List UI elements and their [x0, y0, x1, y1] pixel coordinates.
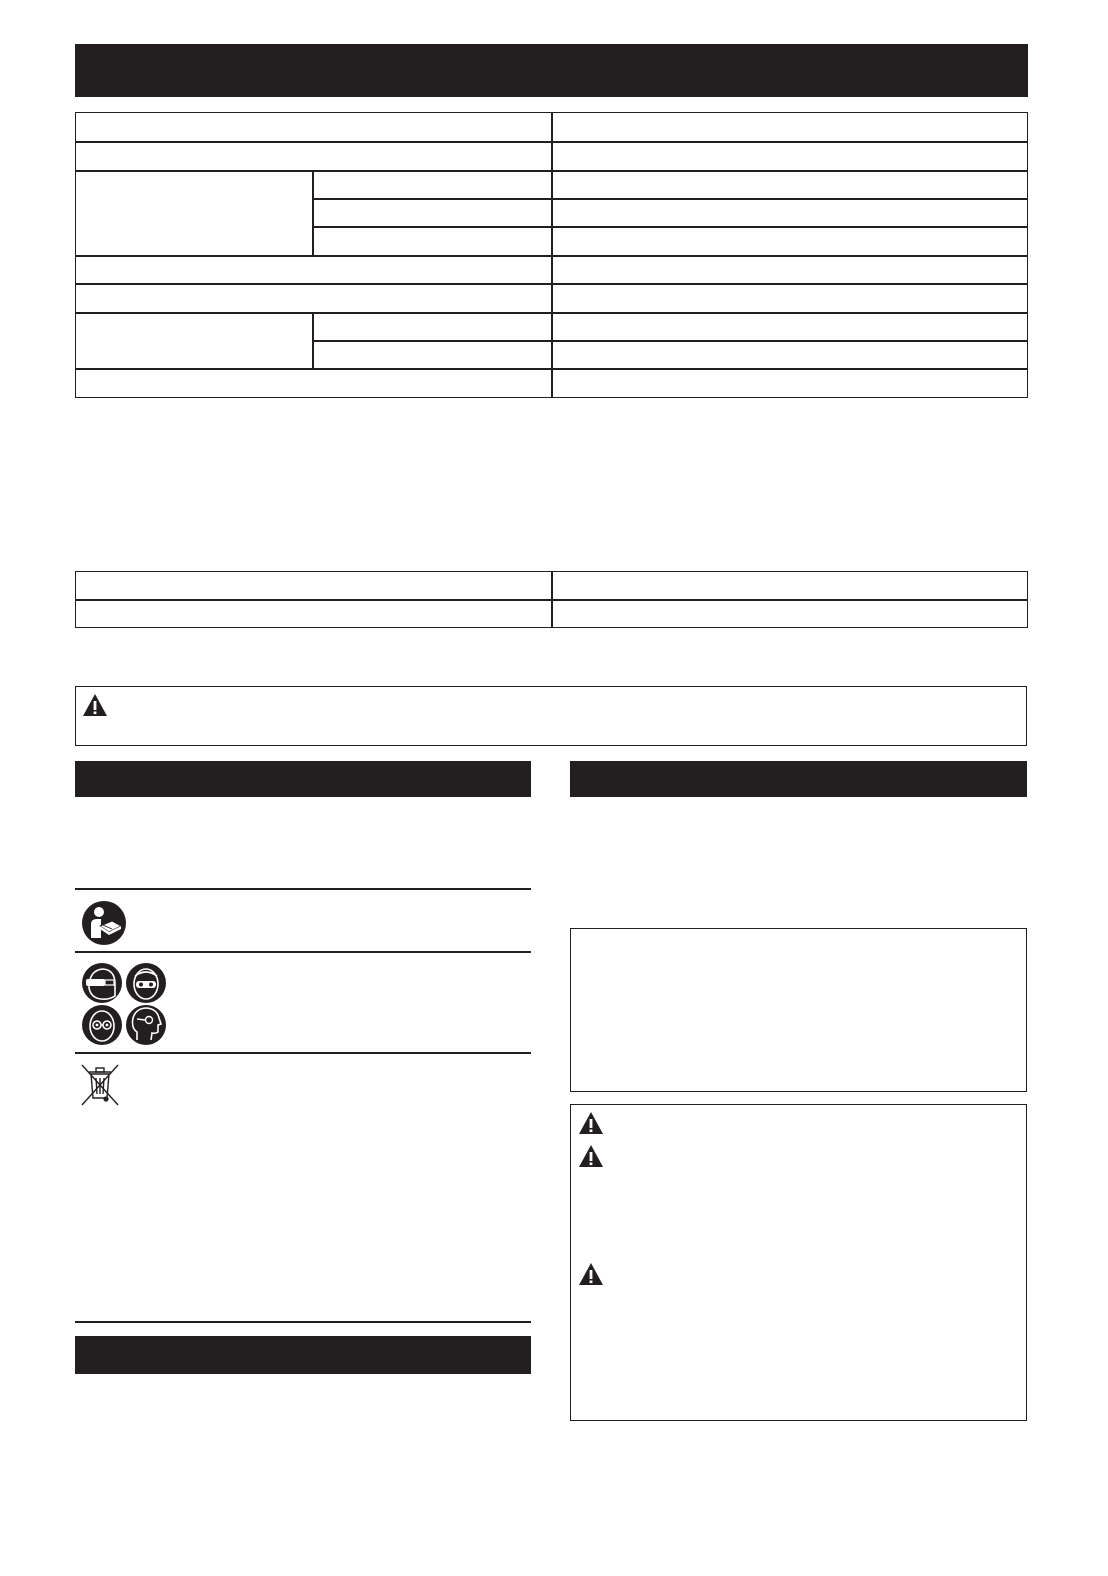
section-bar-symbols — [75, 761, 531, 797]
warning-triangle-icon — [82, 693, 108, 717]
notice-box — [570, 928, 1027, 1092]
warning-notice-box — [75, 686, 1027, 746]
read-manual-icon — [81, 900, 127, 946]
spec-table-subdivider — [312, 170, 314, 256]
spec-row-border — [75, 141, 1028, 143]
section-bar-right — [570, 761, 1027, 797]
symbols-divider — [75, 888, 531, 890]
spec-row-border — [75, 368, 1028, 370]
symbols-divider — [75, 1321, 531, 1323]
header-bar — [75, 44, 1028, 97]
warning-box — [570, 1104, 1027, 1421]
warning-triangle-icon — [578, 1262, 604, 1286]
spec-subrow-border — [312, 340, 1028, 342]
symbols-divider — [75, 1052, 531, 1054]
spec-row-border — [75, 312, 1028, 314]
spec-row-border — [75, 255, 1028, 257]
eye-protection-icons — [81, 962, 169, 1046]
warning-triangle-icon — [578, 1111, 604, 1135]
spec-row-border — [75, 283, 1028, 285]
symbols-divider — [75, 951, 531, 953]
section-bar-lower — [75, 1336, 531, 1374]
spec-subrow-border — [312, 226, 1028, 228]
warning-triangle-icon — [578, 1144, 604, 1168]
spec-subrow-border — [312, 198, 1028, 200]
secondary-row-border — [75, 599, 1028, 601]
crossed-out-wheelie-bin-icon — [80, 1063, 120, 1107]
spec-row-border — [75, 170, 1028, 172]
